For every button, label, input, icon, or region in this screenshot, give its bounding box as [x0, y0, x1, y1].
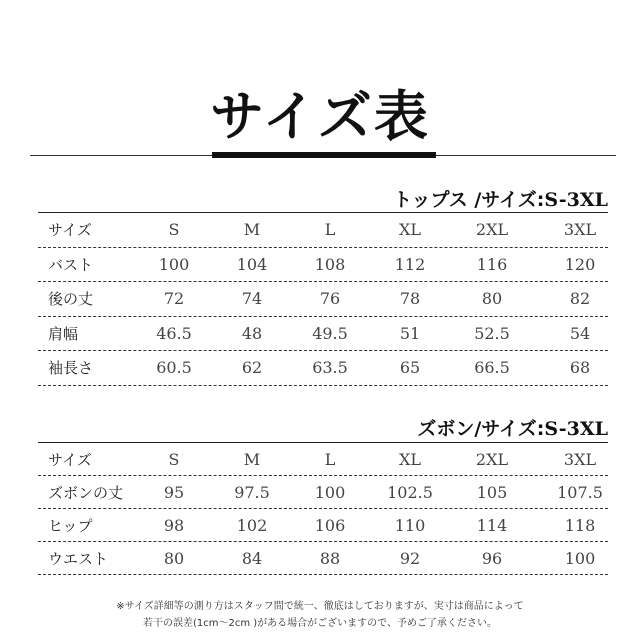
- table-row: [38, 248, 608, 283]
- table-cell: 3XL: [563, 449, 597, 469]
- table-cell: 65: [399, 358, 421, 378]
- table-cell: 80: [481, 289, 503, 309]
- table-cell: 52.5: [474, 323, 510, 343]
- pants-size-range: S-3XL: [544, 418, 608, 440]
- table-cell: 107.5: [557, 482, 603, 502]
- row-label: バスト: [48, 255, 94, 274]
- table-cell: L: [324, 220, 336, 240]
- table-cell: S: [168, 449, 180, 469]
- table-cell: 98: [163, 515, 185, 535]
- table-cell: 100: [158, 254, 190, 274]
- table-cell: 60.5: [156, 358, 192, 378]
- table-cell: 88: [319, 548, 341, 568]
- table-cell: L: [324, 449, 336, 469]
- table-cell: 2XL: [475, 449, 509, 469]
- table-cell: 2XL: [475, 220, 509, 240]
- row-label: ヒップ: [48, 516, 93, 535]
- table-cell: 82: [569, 289, 591, 309]
- table-cell: 46.5: [156, 323, 192, 343]
- table-cell: 68: [569, 358, 591, 378]
- table-cell: M: [243, 449, 261, 469]
- table-cell: 102: [236, 515, 268, 535]
- table-row: [38, 317, 608, 352]
- table-cell: 97.5: [234, 482, 270, 502]
- table-cell: 49.5: [312, 323, 348, 343]
- pants-heading-label: ズボン/サイズ:: [417, 418, 545, 440]
- table-row: [38, 476, 608, 509]
- table-cell: 48: [241, 323, 263, 343]
- table-cell: M: [243, 220, 261, 240]
- row-label: ウエスト: [48, 549, 109, 568]
- table-cell: 100: [564, 548, 596, 568]
- table-cell: 108: [314, 254, 346, 274]
- table-cell: 72: [163, 289, 185, 309]
- tops-size-table: [38, 212, 608, 386]
- row-label: 袖長さ: [48, 359, 94, 378]
- table-cell: 120: [564, 254, 596, 274]
- table-cell: XL: [398, 449, 421, 469]
- table-row: [38, 442, 608, 476]
- table-cell: 114: [476, 515, 508, 535]
- table-cell: 76: [319, 289, 341, 309]
- title-underline-bar: [212, 152, 436, 158]
- table-row: [38, 509, 608, 542]
- table-cell: 118: [564, 515, 596, 535]
- table-cell: 110: [394, 515, 426, 535]
- row-label: ズボンの丈: [48, 483, 124, 502]
- table-cell: 51: [399, 323, 421, 343]
- table-cell: 3XL: [563, 220, 597, 240]
- table-cell: 112: [394, 254, 426, 274]
- table-cell: 102.5: [387, 482, 433, 502]
- table-row: [38, 212, 608, 248]
- table-cell: 116: [476, 254, 508, 274]
- table-cell: 74: [241, 289, 263, 309]
- table-cell: 92: [399, 548, 421, 568]
- table-cell: 62: [241, 358, 263, 378]
- footnote-line-2: 若干の誤差(1cm～2cm )がある場合がございますので、予めご了承ください。: [143, 618, 497, 629]
- table-cell: 96: [481, 548, 503, 568]
- table-row: [38, 542, 608, 575]
- row-label: サイズ: [48, 450, 92, 469]
- table-cell: 104: [236, 254, 268, 274]
- row-label: 後の丈: [48, 290, 94, 309]
- table-cell: 78: [399, 289, 421, 309]
- page-title: サイズ表: [210, 85, 430, 148]
- pants-section-heading: [417, 414, 608, 441]
- table-cell: S: [168, 220, 180, 240]
- footnote-line-1: ※サイズ詳細等の測り方はスタッフ間で統一、徹底はしておりますが、実寸は商品によって: [116, 601, 524, 612]
- table-cell: 100: [314, 482, 346, 502]
- table-cell: 63.5: [312, 358, 348, 378]
- tops-section-heading: [393, 185, 608, 212]
- table-cell: 106: [314, 515, 346, 535]
- table-row: [38, 282, 608, 317]
- table-cell: 95: [163, 482, 185, 502]
- tops-size-range: S-3XL: [544, 189, 608, 211]
- table-cell: 80: [163, 548, 185, 568]
- table-cell: XL: [398, 220, 421, 240]
- row-label: サイズ: [48, 221, 92, 240]
- pants-size-table: [38, 442, 608, 575]
- tops-heading-label: トップス /サイズ:: [393, 189, 545, 211]
- row-label: 肩幅: [48, 324, 79, 343]
- table-cell: 54: [569, 323, 591, 343]
- table-cell: 66.5: [474, 358, 510, 378]
- table-row: [38, 351, 608, 386]
- table-cell: 84: [241, 548, 263, 568]
- table-cell: 105: [476, 482, 508, 502]
